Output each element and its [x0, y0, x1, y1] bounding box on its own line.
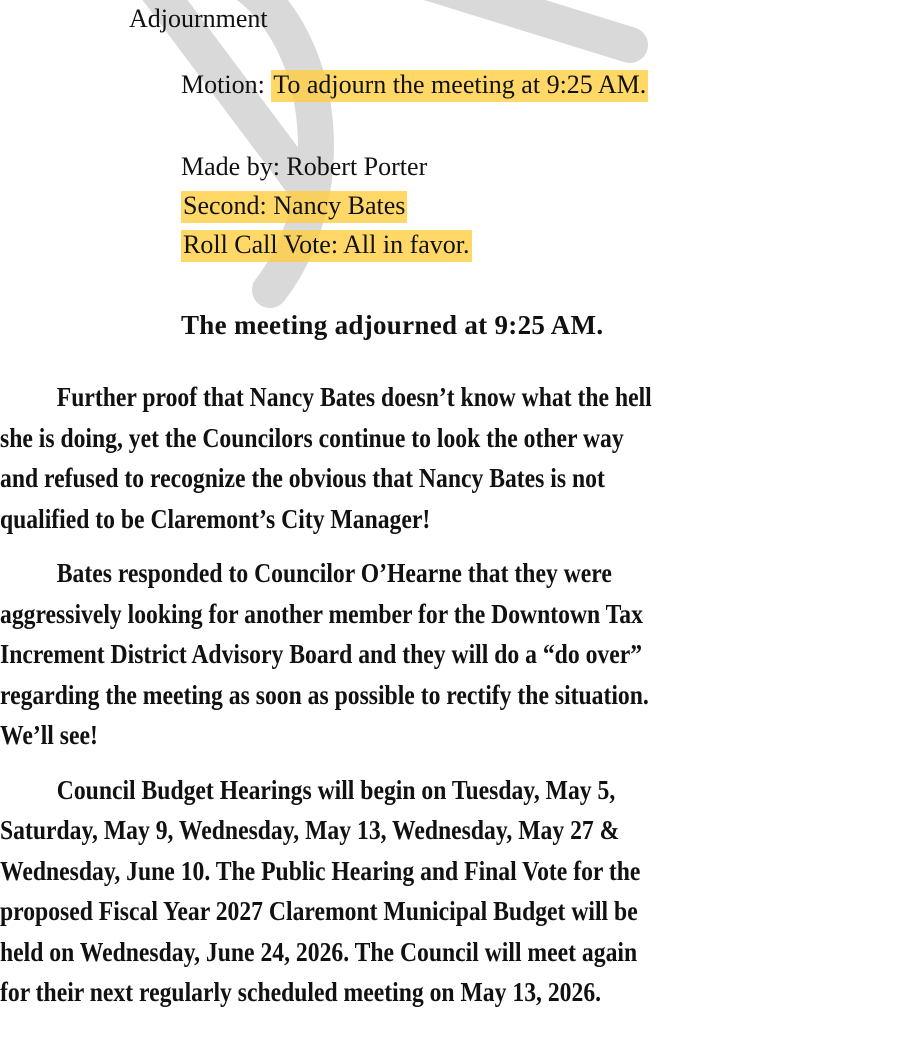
adjourned-line: The meeting adjourned at 9:25 AM. — [181, 310, 604, 340]
paragraph-line: held on Wednesday, June 24, 2026. The Council will meet again — [0, 935, 638, 967]
paragraph-budget-hearings — [0, 770, 900, 1013]
paragraph-line: Increment District Advisory Board and they will do a “do over” — [0, 638, 643, 669]
paragraph-line: Council Budget Hearings will begin on Tuesday, May 5, — [56, 773, 616, 805]
roll-call-highlighted: Roll Call Vote: All in favor. — [181, 230, 472, 262]
roll-call-line — [181, 230, 472, 260]
paragraph-line: We’ll see! — [0, 719, 98, 750]
motion-line — [181, 70, 648, 100]
paragraph-line: she is doing, yet the Councilors continue to look the other way — [0, 421, 624, 453]
paragraph-line: Bates responded to Councilor O’Hearne that they were — [56, 557, 612, 588]
section-heading: Adjournment — [129, 4, 268, 33]
made-by-line: Made by: Robert Porter — [181, 152, 428, 181]
paragraph-line: for their next regularly scheduled meeting on May 13, 2026. — [0, 976, 602, 1007]
second-line — [181, 191, 407, 221]
paragraph-line: Saturday, May 9, Wednesday, May 13, Wednesday, May 27 & — [0, 814, 620, 845]
paragraph-line: Wednesday, June 10. The Public Hearing and Final Vote for the — [0, 854, 641, 886]
commentary-body — [0, 377, 900, 1027]
paragraph-further-proof — [0, 377, 900, 539]
watermark-stroke-diagonal-right — [420, 0, 630, 45]
motion-label: Motion: — [181, 70, 272, 99]
paragraph-bates-responded — [0, 553, 900, 756]
paragraph-line: and refused to recognize the obvious that Nancy Bates is not — [0, 462, 605, 493]
paragraph-line: Further proof that Nancy Bates doesn’t know what the hell — [56, 381, 652, 412]
paragraph-line: proposed Fiscal Year 2027 Claremont Municipal Budget will be — [0, 895, 638, 926]
paragraph-line: aggressively looking for another member for the Downtown Tax — [0, 597, 643, 629]
motion-text-highlighted: To adjourn the meeting at 9:25 AM. — [271, 70, 648, 102]
paragraph-line: qualified to be Claremont’s City Manager! — [0, 502, 431, 534]
second-highlighted: Second: Nancy Bates — [181, 191, 407, 223]
paragraph-line: regarding the meeting as soon as possible to rectify the situation. — [0, 678, 649, 710]
